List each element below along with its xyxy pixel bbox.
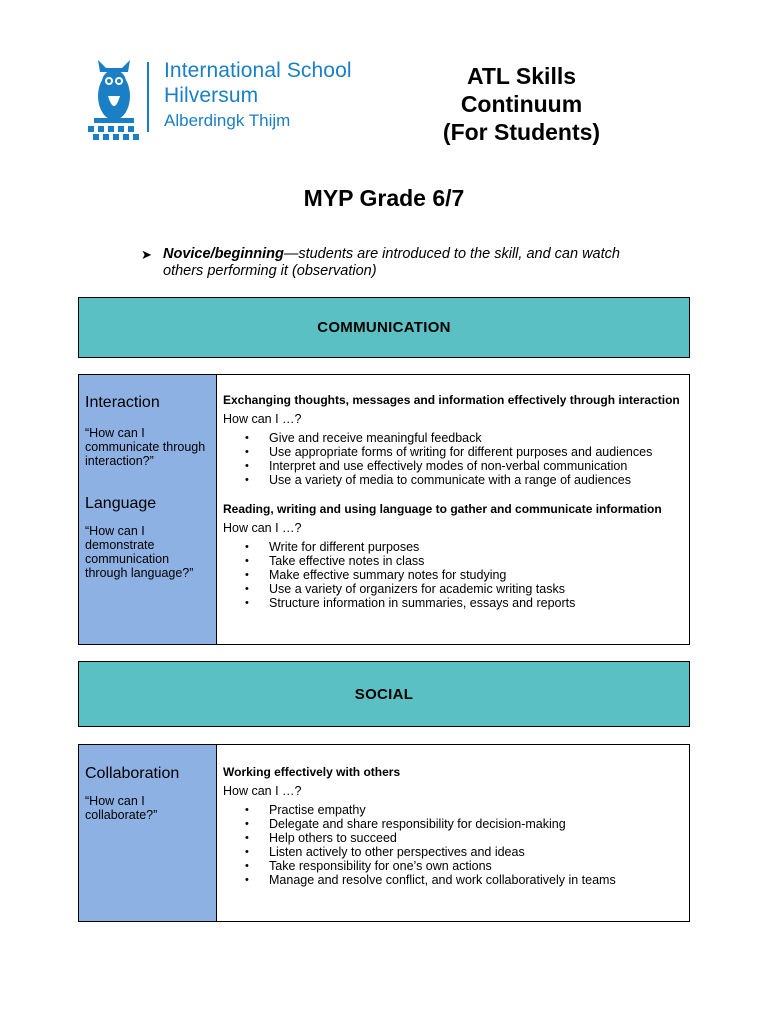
list-item: • Take effective notes in class	[223, 554, 683, 568]
list-item: • Practise empathy	[223, 803, 683, 817]
skill-question: “How can I demonstrate communication through language?”	[85, 524, 194, 580]
skill-category-column	[79, 375, 217, 644]
skill-category-column	[79, 745, 217, 921]
list-item: • Manage and resolve conflict, and work collaboratively in teams	[223, 873, 683, 887]
social-band-label: SOCIAL	[354, 685, 414, 703]
document-title	[420, 62, 623, 146]
grade-title: MYP Grade 6/7	[303, 185, 465, 211]
social-table	[78, 744, 690, 922]
communication-band	[78, 297, 690, 358]
skill-name: Interaction	[85, 394, 160, 411]
cluster-exchanging	[223, 375, 683, 487]
skill-collaboration	[85, 745, 210, 822]
logo-line-3: Alberdingk Thijm	[164, 111, 291, 130]
how-can-i-prompt: How can I …?	[223, 784, 302, 798]
strategy-list	[223, 540, 683, 610]
list-item: • Delegate and share responsibility for decision-making	[223, 817, 683, 831]
logo-wordmark	[164, 58, 352, 132]
skill-name: Collaboration	[85, 765, 180, 782]
level-label: Novice/beginning	[163, 246, 284, 262]
list-item: • Help others to succeed	[223, 831, 683, 845]
strategy-list	[223, 431, 683, 487]
list-item: • Use a variety of media to communicate with a range of audiences	[223, 473, 683, 487]
list-item: • Use a variety of organizers for academic writing tasks	[223, 582, 683, 596]
list-item: • Make effective summary notes for studying	[223, 568, 683, 582]
list-item: • Give and receive meaningful feedback	[223, 431, 683, 445]
logo-line-1: International School	[164, 59, 352, 82]
title-line-3: (For Students)	[442, 119, 601, 145]
cluster-reading-writing	[223, 487, 683, 610]
cluster-title: Working effectively with others	[223, 765, 401, 779]
how-can-i-prompt: How can I …?	[223, 412, 302, 426]
logo-line-2: Hilversum	[164, 84, 259, 107]
cluster-title: Reading, writing and using language to gather and communicate information	[223, 502, 662, 516]
communication-table	[78, 374, 690, 645]
social-band	[78, 661, 690, 727]
title-line-2: Continuum	[460, 91, 583, 117]
communication-band-label: COMMUNICATION	[317, 319, 451, 336]
skill-question: “How can I collaborate?”	[85, 794, 158, 822]
cluster-title: Exchanging thoughts, messages and information effectively through interaction	[223, 393, 680, 407]
arrow-bullet-icon: ➤	[141, 247, 152, 262]
list-item: • Listen actively to other perspectives and ideas	[223, 845, 683, 859]
skill-cluster-column	[217, 745, 689, 921]
skill-interaction	[85, 375, 210, 468]
skill-language	[85, 468, 210, 580]
how-can-i-prompt: How can I …?	[223, 521, 302, 535]
cluster-working-with-others	[223, 745, 683, 887]
list-item: • Write for different purposes	[223, 540, 683, 554]
list-item: • Take responsibility for one’s own actions	[223, 859, 683, 873]
owl-logo-icon	[84, 56, 144, 144]
logo-divider	[147, 62, 149, 132]
level-description	[141, 246, 621, 280]
list-item: • Interpret and use effectively modes of non-verbal communication	[223, 459, 683, 473]
level-text: —students are introduced to the skill, and can watch others performing it (observation)	[163, 246, 620, 279]
school-logo	[84, 52, 374, 144]
skill-name: Language	[85, 495, 157, 512]
title-line-1: ATL Skills	[466, 63, 577, 89]
strategy-list	[223, 803, 683, 887]
list-item: • Structure information in summaries, essays and reports	[223, 596, 683, 610]
list-item: • Use appropriate forms of writing for different purposes and audiences	[223, 445, 683, 459]
skill-question: “How can I communicate through interaction?”	[85, 426, 206, 468]
skill-cluster-column	[217, 375, 689, 644]
